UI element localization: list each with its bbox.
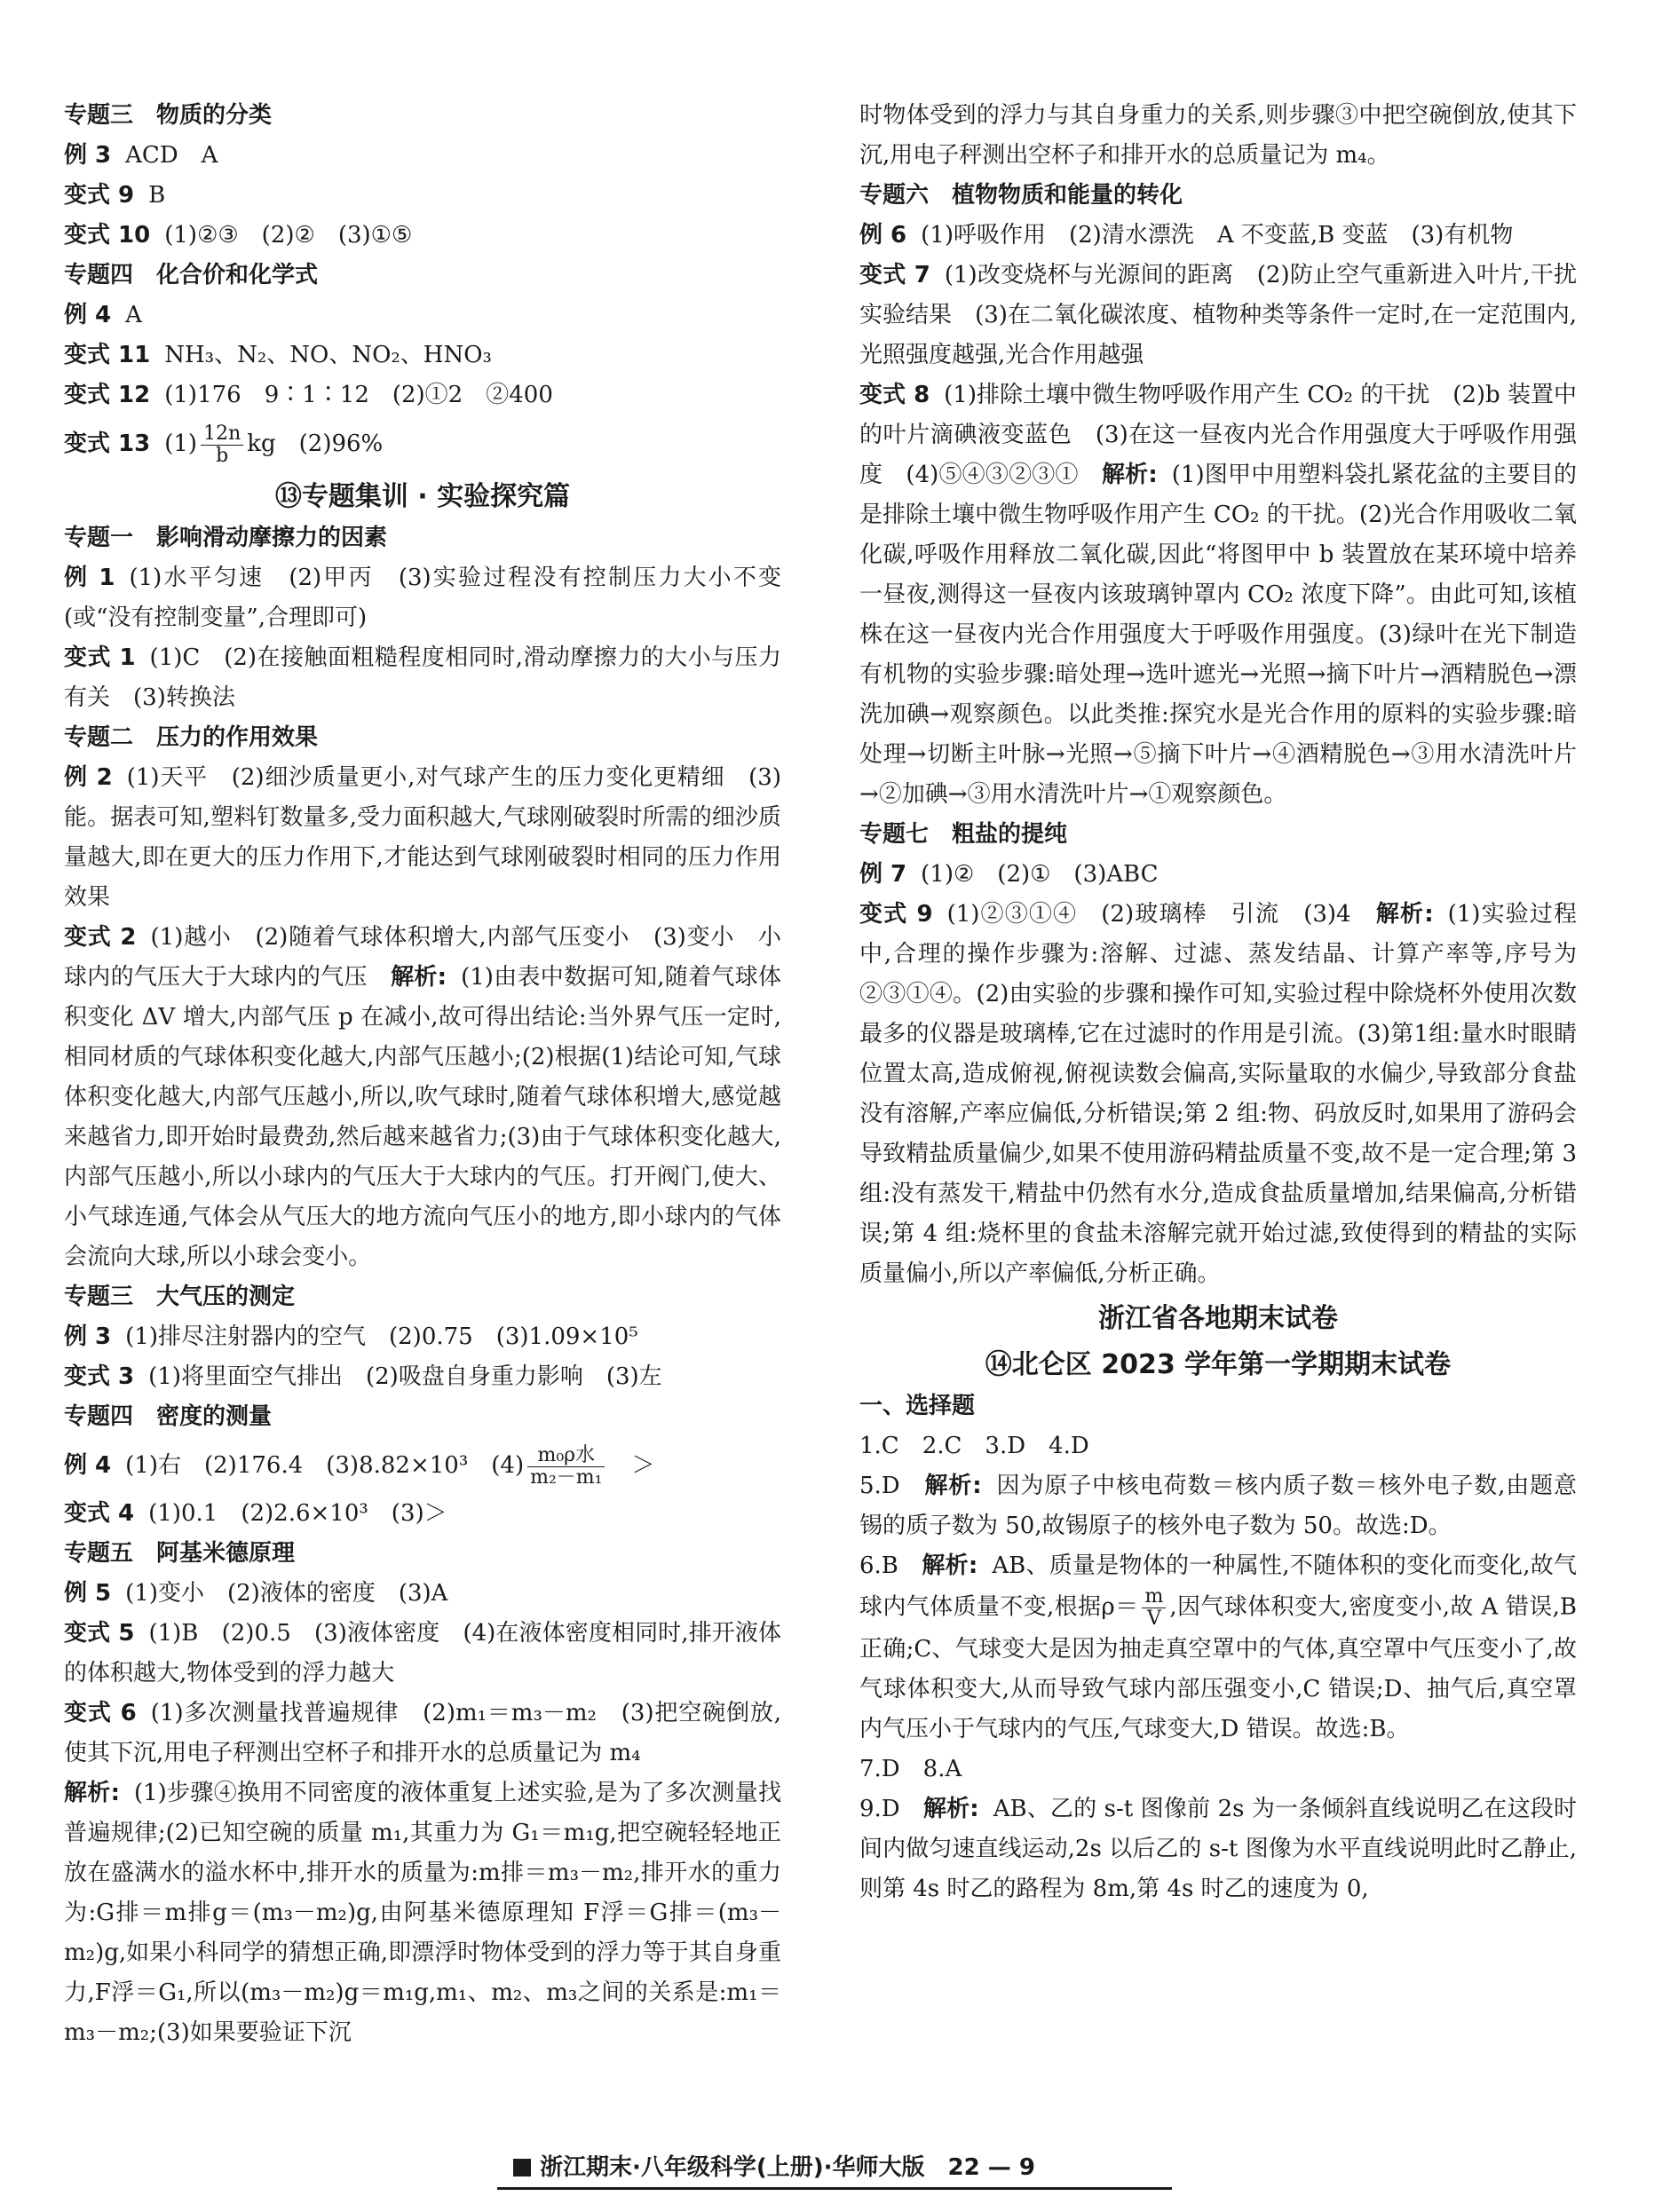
topic-heading: 专题三 大气压的测定: [64, 1284, 296, 1310]
answer-line: 例 4 A: [64, 302, 142, 328]
fraction: $\frac{12n}{b}$: [201, 423, 243, 467]
answer-label: 变式 11: [64, 342, 151, 368]
analysis-label: 解析:: [924, 1473, 982, 1499]
answer-label: 例 3: [64, 142, 112, 169]
answer-label: 变式 1: [64, 644, 136, 671]
analysis-label: 解析:: [391, 964, 447, 991]
answer-line: 变式 12 (1)176 9∶1∶12 (2)①2 ②400: [64, 382, 553, 408]
answer-line: 变式 13 (1) $\frac{12n}{b}$ kg (2)96%: [64, 422, 384, 467]
footer-text: 浙江期末·八年级科学(上册)·华师大版 22 — 9: [540, 2154, 1035, 2181]
answer-line: 变式 4 (1)0.1 (2)2.6×10³ (3)＞: [64, 1500, 447, 1527]
topic-heading: 专题四 化合价和化学式: [64, 262, 319, 288]
analysis-paragraph: 解析: (1)步骤④换用不同密度的液体重复上述实验,是为了多次测量找普遍规律;(2)已知空碗的质量 m₁,其重力为 G₁＝m₁g,把空碗轻轻地正放在盛满水的溢水杯中,排开水的质量为:m排＝m₃－m₂,排开水的重力为:G排＝m排g＝(m₃－m₂)g,由阿基米德原理知 F浮＝G排＝(m₃－m₂)g,如果小科同学的猜想正确,即漂浮时物体受到的浮力等于其自身重力,F浮＝G₁,所以(m₃－m₂)g＝m₁g,m₁、m₂、m₃之间的关系是:m₁＝m₃－m₂;(3)如果要验证下沉: [64, 1780, 781, 2046]
answer-label: 例 3: [64, 1323, 112, 1350]
answer-label: 变式 13: [64, 431, 151, 457]
analysis-label: 解析:: [1375, 901, 1434, 928]
answer-line: 变式 6 (1)多次测量找普遍规律 (2)m₁＝m₃－m₂ (3)把空碗倒放,使其下沉,用电子秤测出空杯子和排开水的总质量记为 m₄: [64, 1700, 782, 1766]
answer-line: 例 5 (1)变小 (2)液体的密度 (3)A: [64, 1580, 448, 1607]
answer-line: 例 7 (1)② (2)① (3)ABC: [859, 861, 1159, 888]
analysis-label: 解析:: [1101, 462, 1158, 488]
answer-line: 变式 9 (1)②③①④ (2)玻璃棒 引流 (3)4 解析: (1)实验过程中,合理的操作步骤为:溶解、过滤、蒸发结晶、计算产率等,序号为②③①④。(2)由实验的步骤和操作可知,实验过程中除烧杯外使用次数最多的仪器是玻璃棒,它在过滤时的作用是引流。(3)第1组:量水时眼睛位置太高,造成俯视,俯视读数会偏高,实际量取的水偏少,导致部分食盐没有溶解,产率应偏低,分析错误;第 2 组:物、码放反时,如果用了游码会导致精盐质量偏少,如果不使用游码精盐质量不变,故不是一定合理;第 3 组:没有蒸发干,精盐中仍然有水分,造成食盐质量增加,结果偏高,分析错误;第 4 组:烧杯里的食盐未溶解完就开始过滤,致使得到的精盐的实际质量偏小,所以产率偏低,分析正确。: [859, 901, 1577, 1287]
answer-line: 变式 3 (1)将里面空气排出 (2)吸盘自身重力影响 (3)左: [64, 1363, 662, 1390]
answer-line: 7.D 8.A: [859, 1756, 962, 1782]
answer-label: 变式 5: [64, 1620, 135, 1647]
footer-rule: [497, 2187, 1172, 2190]
answer-line: 变式 9 B: [64, 182, 166, 209]
analysis-label: 解析:: [922, 1796, 979, 1822]
answer-line: 例 4 (1)右 (2)176.4 (3)8.82×10³ (4) $\frac{\text{m₀ρ水}}{\text{m₂－m₁}}$ ＞: [64, 1443, 655, 1489]
answer-label: 例 4: [64, 1452, 112, 1479]
answer-label: 例 4: [64, 302, 112, 328]
page-footer: [0, 2155, 1670, 2200]
section-title: 浙江省各地期末试卷: [1098, 1303, 1338, 1334]
answer-line: 9.D 解析: AB、乙的 s-t 图像前 2s 为一条倾斜直线说明乙在这段时间内做匀速直线运动,2s 以后乙的 s-t 图像为水平直线说明此时乙静止,则第 4s 时乙的路程为 8m,第 4s 时乙的速度为 0,: [859, 1796, 1577, 1902]
answer-label: 例 5: [64, 1580, 112, 1607]
answer-line: 例 2 (1)天平 (2)细沙质量更小,对气球产生的压力变化更精细 (3)能。据表可知,塑料钉数量多,受力面积越大,气球刚破裂时所需的细沙质量越大,即在更大的压力作用下,才能达到气球刚破裂时相同的压力作用效果: [64, 764, 781, 911]
answer-label: 变式 7: [859, 262, 930, 288]
section-title: ⑬专题集训 · 实验探究篇: [274, 481, 571, 512]
answer-line: 变式 11 NH₃、N₂、NO、NO₂、HNO₃: [64, 342, 492, 368]
page-number: 22 — 9: [947, 2154, 1035, 2181]
answer-label: 例 2: [64, 764, 113, 791]
answer-label: 例 7: [859, 861, 907, 888]
answer-line: 1.C 2.C 3.D 4.D: [859, 1433, 1089, 1459]
right-column: [859, 96, 1577, 1909]
answer-label: 变式 12: [64, 382, 151, 408]
fraction: $\frac{m}{V}$: [1142, 1586, 1166, 1630]
answer-line: 变式 1 (1)C (2)在接触面粗糙程度相同时,滑动摩擦力的大小与压力有关 (3)转换法: [64, 644, 781, 711]
answer-line: 例 3 ACD A: [64, 142, 218, 169]
topic-heading: 专题四 密度的测量: [64, 1403, 273, 1430]
analysis-label: 解析:: [64, 1780, 120, 1806]
answer-label: 变式 2: [64, 924, 137, 951]
answer-line: 5.D 解析: 因为原子中核电荷数＝核内质子数＝核外电子数,由题意锡的质子数为 50,故锡原子的核外电子数为 50。故选:D。: [859, 1473, 1577, 1539]
topic-heading: 专题五 阿基米德原理: [64, 1540, 296, 1567]
analysis-label: 解析:: [922, 1552, 978, 1579]
answer-line: 变式 5 (1)B (2)0.5 (3)液体密度 (4)在液体密度相同时,排开液体的体积越大,物体受到的浮力越大: [64, 1620, 781, 1687]
answer-line: 例 3 (1)排尽注射器内的空气 (2)0.75 (3)1.09×10⁵: [64, 1323, 638, 1350]
answer-label: 变式 9: [64, 182, 135, 209]
topic-heading: 专题六 植物物质和能量的转化: [859, 182, 1183, 209]
topic-heading: 专题一 影响滑动摩擦力的因素: [64, 525, 388, 551]
topic-heading: 专题二 压力的作用效果: [64, 724, 319, 751]
answer-line: 变式 2 (1)越小 (2)随着气球体积增大,内部气压变小 (3)变小 小球内的气压大于大球内的气压 解析: (1)由表中数据可知,随着气球体积变化 ΔV 增大,内部气压 p 在减小,故可得出结论:当外界气压一定时,相同材质的气球体积变化越大,内部气压越小;(2)根据(1)结论可知,气球体积变化越大,内部气压越小,所以,吹气球时,随着气球体积增大,感觉越来越省力,即开始时最费劲,然后越来越省力;(3)由于气球体积变化越大,内部气压越小,所以小球内的气压大于大球内的气压。打开阀门,使大、小气球连通,气体会从气压大的地方流向气压小的地方,即小球内的气体会流向大球,所以小球会变小。: [64, 924, 781, 1270]
answer-line: 变式 7 (1)改变烧杯与光源间的距离 (2)防止空气重新进入叶片,干扰实验结果 (3)在二氧化碳浓度、植物种类等条件一定时,在一定范围内,光照强度越强,光合作用越强: [859, 262, 1577, 368]
continued-paragraph: 时物体受到的浮力与其自身重力的关系,则步骤③中把空碗倒放,使其下沉,用电子秤测出空杯子和排开水的总质量记为 m₄。: [859, 102, 1577, 169]
topic-heading: 专题七 粗盐的提纯: [859, 821, 1068, 848]
topic-heading: 专题三 物质的分类: [64, 102, 273, 129]
answer-label: 变式 9: [859, 901, 933, 928]
answer-label: 变式 4: [64, 1500, 135, 1527]
question-type-heading: 一、选择题: [859, 1393, 976, 1419]
left-column: [64, 96, 781, 2053]
answer-line: 6.B 解析: AB、质量是物体的一种属性,不随体积的变化而变化,故气球内气体质量不变,根据ρ＝ $\frac{m}{V}$ ,因气球体积变大,密度变小,故 A 错误,B 正确;C、气球变大是因为抽走真空罩中的气体,真空罩中气压变小了,故气球体积变大,从而导致气球内部压强变小,C 错误;D、抽气后,真空罩内气压小于气球内的气压,气球变大,D 错误。故选:B。: [859, 1552, 1577, 1742]
answer-label: 例 1: [64, 565, 115, 591]
answer-label: 变式 6: [64, 1700, 137, 1726]
answer-label: 变式 3: [64, 1363, 135, 1390]
answer-label: 变式 8: [859, 382, 930, 408]
answer-line: 例 1 (1)水平匀速 (2)甲丙 (3)实验过程没有控制压力大小不变(或“没有控制变量”,合理即可): [64, 565, 781, 631]
answer-line: 变式 8 (1)排除土壤中微生物呼吸作用产生 CO₂ 的干扰 (2)b 装置中的叶片滴碘液变蓝色 (3)在这一昼夜内光合作用强度大于呼吸作用强度 (4)⑤④③②③① 解析: (1)图甲中用塑料袋扎紧花盆的主要目的是排除土壤中微生物呼吸作用产生 CO₂ 的干扰。(2)光合作用吸收二氧化碳,呼吸作用释放二氧化碳,因此“将图甲中 b 装置放在某环境中培养一昼夜,测得这一昼夜内该玻璃钟罩内 CO₂ 浓度下降”。由此可知,该植株在这一昼夜内光合作用强度大于呼吸作用强度。(3)绿叶在光下制造有机物的实验步骤:暗处理→选叶遮光→光照→摘下叶片→酒精脱色→漂洗加碘→观察颜色。以此类推:探究水是光合作用的原料的实验步骤:暗处理→切断主叶脉→光照→⑤摘下叶片→④酒精脱色→③用水清洗叶片→②加碘→③用水清洗叶片→①观察颜色。: [859, 382, 1577, 808]
answer-label: 例 6: [859, 222, 907, 249]
answer-line: 例 6 (1)呼吸作用 (2)清水漂洗 A 不变蓝,B 变蓝 (3)有机物: [859, 222, 1514, 249]
exam-title: ⑭北仑区 2023 学年第一学期期末试卷: [985, 1349, 1452, 1380]
square-icon: [513, 2159, 531, 2176]
fraction: $\frac{\text{m₀ρ水}}{\text{m₂－m₁}}$: [527, 1445, 605, 1489]
answer-line: 变式 10 (1)②③ (2)② (3)①⑤: [64, 222, 413, 249]
answer-label: 变式 10: [64, 222, 151, 249]
